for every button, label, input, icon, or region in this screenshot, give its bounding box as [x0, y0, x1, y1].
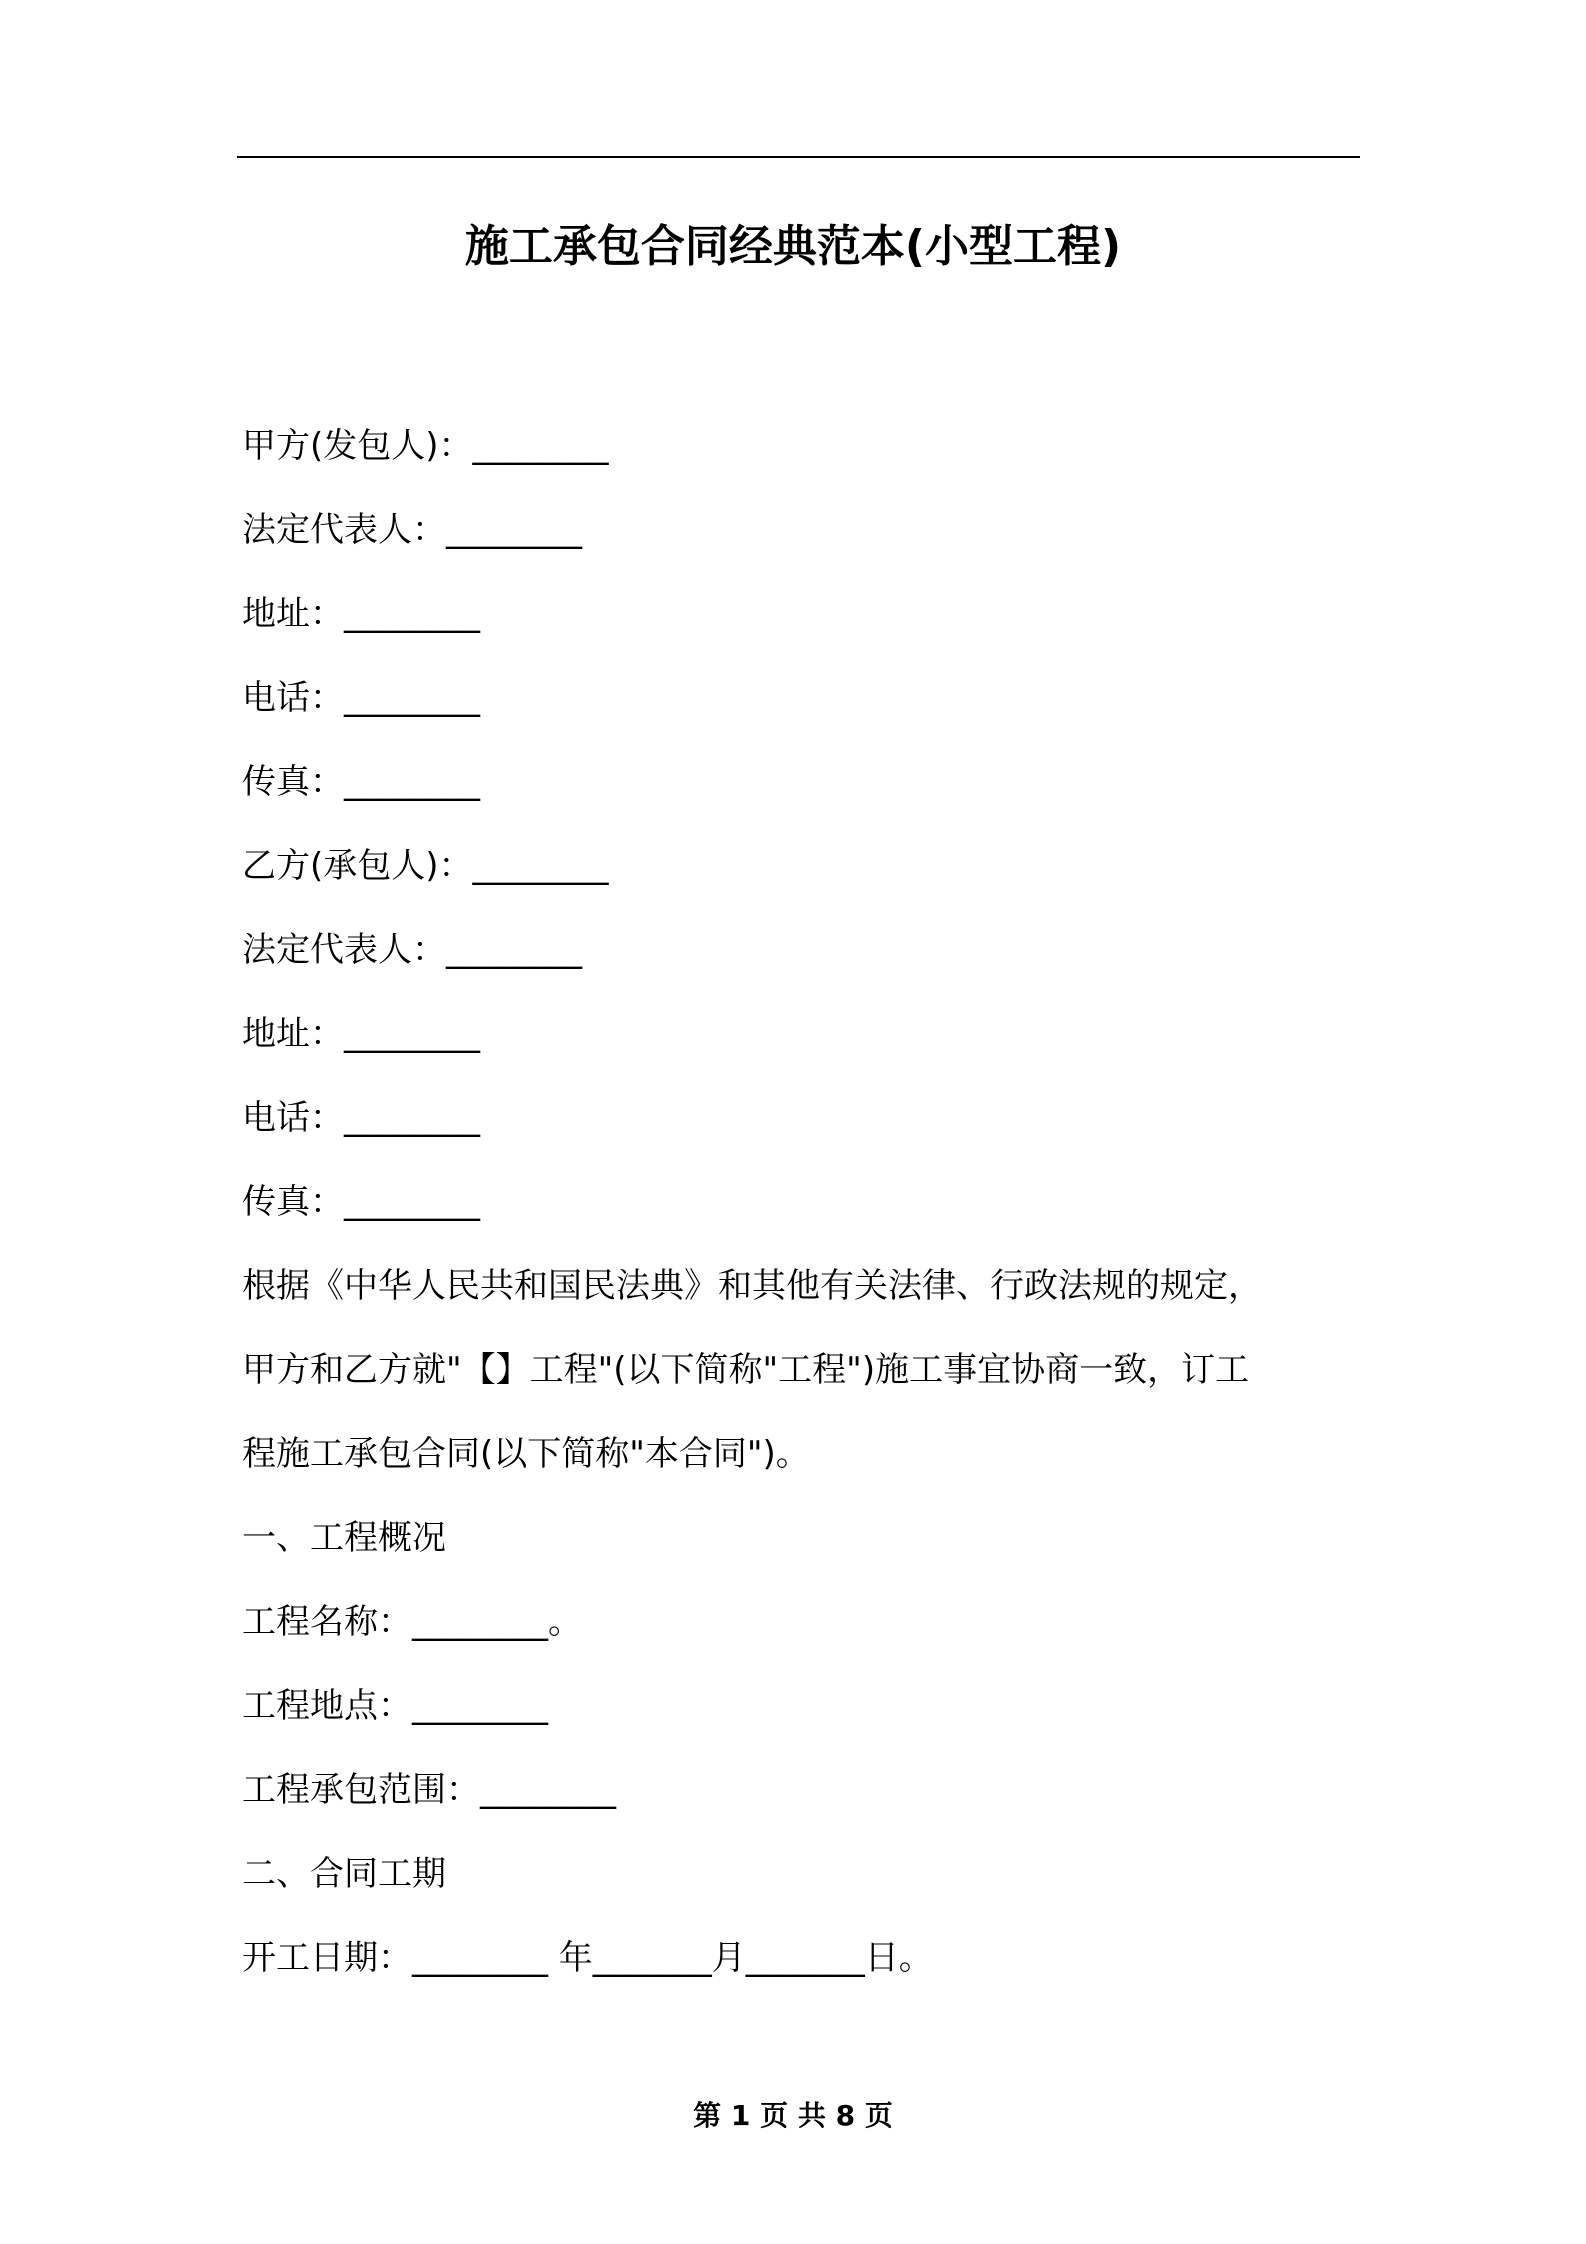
header-rule: [237, 156, 1360, 158]
document-body: [242, 404, 1360, 2000]
party-a-name-field: 甲方(发包人)：________: [242, 426, 609, 466]
preamble-paragraph: [242, 1244, 1360, 1496]
party-a-address-field: 地址：________: [242, 594, 480, 634]
section-heading-project-overview: 一、工程概况: [242, 1518, 446, 1558]
party-b-address-field: 地址：________: [242, 1014, 480, 1054]
project-location-field: 工程地点：________: [242, 1686, 548, 1726]
party-b-representative-field: 法定代表人：________: [242, 930, 582, 970]
party-a-phone-field: 电话：________: [242, 678, 480, 718]
preamble-line: 甲方和乙方就"【】工程"(以下简称"工程")施工事宜协商一致，订工: [242, 1350, 1250, 1390]
party-b-phone-field: 电话：________: [242, 1098, 480, 1138]
project-name-field: 工程名称：________。: [242, 1602, 582, 1642]
preamble-line: 根据《中华人民共和国民法典》和其他有关法律、行政法规的规定，: [242, 1266, 1262, 1306]
preamble-line: 程施工承包合同(以下简称"本合同")。: [242, 1434, 810, 1474]
document-title: 施工承包合同经典范本(小型工程): [464, 221, 1122, 272]
page-number-footer: 第 1 页 共 8 页: [693, 2099, 893, 2132]
project-scope-field: 工程承包范围：________: [242, 1770, 616, 1810]
party-a-representative-field: 法定代表人：________: [242, 510, 582, 550]
party-a-fax-field: 传真：________: [242, 762, 480, 802]
party-b-name-field: 乙方(承包人)：________: [242, 846, 609, 886]
start-date-field: 开工日期：________ 年_______月_______日。: [242, 1938, 933, 1978]
party-b-fax-field: 传真：________: [242, 1182, 480, 1222]
section-heading-contract-period: 二、合同工期: [242, 1854, 446, 1894]
